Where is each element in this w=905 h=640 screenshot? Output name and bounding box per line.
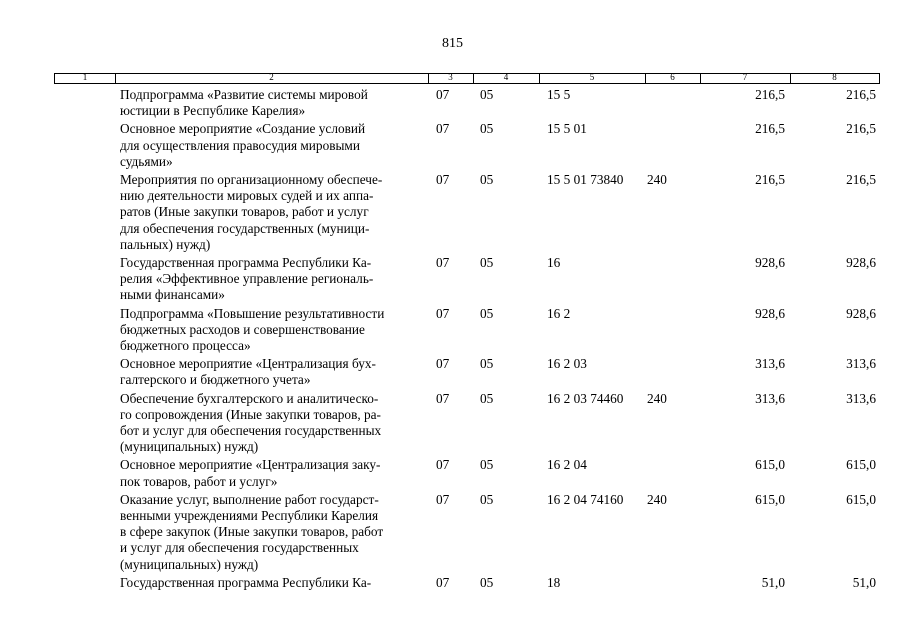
table-row [0,87,905,119]
column-header-1: 1 [82,72,88,82]
row-name-line: Мероприятия по организационному обеспече- [120,172,383,188]
expense-type-code: 240 [647,390,667,406]
column-header-8: 8 [832,72,837,82]
section-code: 07 [436,390,450,406]
expense-type-code: 240 [647,491,667,507]
amount-year-1: 615,0 [755,491,785,507]
row-name-line: Основное мероприятие «Централизация бух- [120,356,376,372]
subsection-code: 05 [480,305,494,321]
amount-year-1: 615,0 [755,457,785,473]
target-article-code: 15 5 01 [547,121,587,137]
amount-year-2: 51,0 [852,574,876,590]
amount-year-2: 313,6 [846,390,876,406]
target-article-code: 18 [547,574,561,590]
row-name [120,87,425,119]
row-name [120,172,425,253]
row-name-line: Основное мероприятие «Создание условий [120,121,366,137]
row-name-line: для осуществления правосудия мировыми [120,137,360,153]
row-name [120,306,425,355]
row-name-line: Обеспечение бухгалтерского и аналитическо- [120,390,379,406]
row-name-line: нию деятельности мировых судей и их аппа- [120,188,374,204]
amount-year-1: 216,5 [755,87,785,102]
table-row [0,172,905,253]
column-header-2: 2 [269,72,274,82]
row-name-line: для обеспечения государственных (муници- [120,220,370,236]
column-header-row [54,73,880,84]
amount-year-1: 51,0 [761,574,785,590]
row-name-line: релия «Эффективное управление региональ- [120,271,374,287]
amount-year-1: 216,5 [755,172,785,188]
table-row [0,356,905,388]
subsection-code: 05 [480,87,494,102]
subsection-code: 05 [480,457,494,473]
row-name [120,356,425,388]
table-row [0,255,905,304]
target-article-code: 16 [547,255,561,271]
amount-year-1: 313,6 [755,356,785,372]
table-body [0,87,905,593]
amount-year-2: 928,6 [846,305,876,321]
row-name [120,121,425,170]
row-name-line: и услуг для обеспечения государственных [120,540,359,556]
column-header-7: 7 [742,72,748,82]
amount-year-2: 313,6 [846,356,876,372]
subsection-code: 05 [480,121,494,137]
row-name-line: ратов (Иные закупки товаров, работ и услуг [120,204,369,220]
row-name-line: Государственная программа Республики Ка- [120,574,372,590]
section-code: 07 [436,87,450,102]
table-row [0,121,905,170]
target-article-code: 16 2 03 74460 [547,390,624,406]
section-code: 07 [436,491,450,507]
expense-type-code: 240 [647,172,667,188]
table-row [0,306,905,355]
row-name-line: Государственная программа Республики Ка- [120,255,372,271]
target-article-code: 16 2 [547,305,571,321]
subsection-code: 05 [480,356,494,372]
target-article-code: 15 5 01 73840 [547,172,624,188]
row-name-line: венными учреждениями Республики Карелия [120,508,379,524]
target-article-code: 16 2 04 74160 [547,491,624,507]
row-name-line: бюджетных расходов и совершенствование [120,321,365,337]
subsection-code: 05 [480,255,494,271]
section-code: 07 [436,121,450,137]
row-name-line: ными финансами» [120,287,225,303]
section-code: 07 [436,172,450,188]
amount-year-2: 216,5 [846,172,876,188]
amount-year-1: 313,6 [755,390,785,406]
subsection-code: 05 [480,390,494,406]
table-row [0,391,905,456]
amount-year-2: 928,6 [846,255,876,271]
amount-year-1: 928,6 [755,255,785,271]
table-row [0,575,905,591]
row-name-line: Подпрограмма «Развитие системы мировой [120,87,368,102]
target-article-code: 16 2 03 [547,356,587,372]
row-name-line: пальных) нужд) [120,236,211,252]
column-header-4: 4 [503,72,509,82]
amount-year-2: 216,5 [846,121,876,137]
row-name [120,391,425,456]
row-name-line: (муниципальных) нужд) [120,556,259,572]
section-code: 07 [436,457,450,473]
row-name [120,575,425,591]
subsection-code: 05 [480,172,494,188]
column-header-5: 5 [589,72,595,82]
row-name-line: в сфере закупок (Иные закупки товаров, работ [120,524,384,540]
amount-year-1: 216,5 [755,121,785,137]
section-code: 07 [436,574,450,590]
row-name-line: Оказание услуг, выполнение работ государст- [120,491,379,507]
row-name-line: бот и услуг для обеспечения государственных [120,423,382,439]
table-row [0,457,905,489]
subsection-code: 05 [480,574,494,590]
row-name-line: судьями» [120,153,173,169]
row-name-line: пок товаров, работ и услуг» [120,473,278,489]
subsection-code: 05 [480,491,494,507]
row-name-line: юстиции в Республике Карелия» [120,103,306,119]
row-name-line: галтерского и бюджетного учета» [120,372,311,388]
row-name-line: го сопровождения (Иные закупки товаров, ра- [120,406,381,422]
target-article-code: 15 5 [547,87,571,102]
row-name [120,457,425,489]
amount-year-2: 615,0 [846,457,876,473]
amount-year-2: 615,0 [846,491,876,507]
section-code: 07 [436,356,450,372]
row-name-line: Подпрограмма «Повышение результативности [120,305,385,321]
row-name [120,492,425,573]
column-header-6: 6 [670,72,675,82]
target-article-code: 16 2 04 [547,457,587,473]
section-code: 07 [436,255,450,271]
row-name-line: (муниципальных) нужд) [120,439,259,455]
amount-year-2: 216,5 [846,87,876,102]
table-row [0,492,905,573]
page-number: 815 [442,36,463,51]
row-name-line: бюджетного процесса» [120,338,251,354]
section-code: 07 [436,305,450,321]
row-name [120,255,425,304]
column-header-3: 3 [448,72,453,82]
amount-year-1: 928,6 [755,305,785,321]
row-name-line: Основное мероприятие «Централизация заку- [120,457,381,473]
